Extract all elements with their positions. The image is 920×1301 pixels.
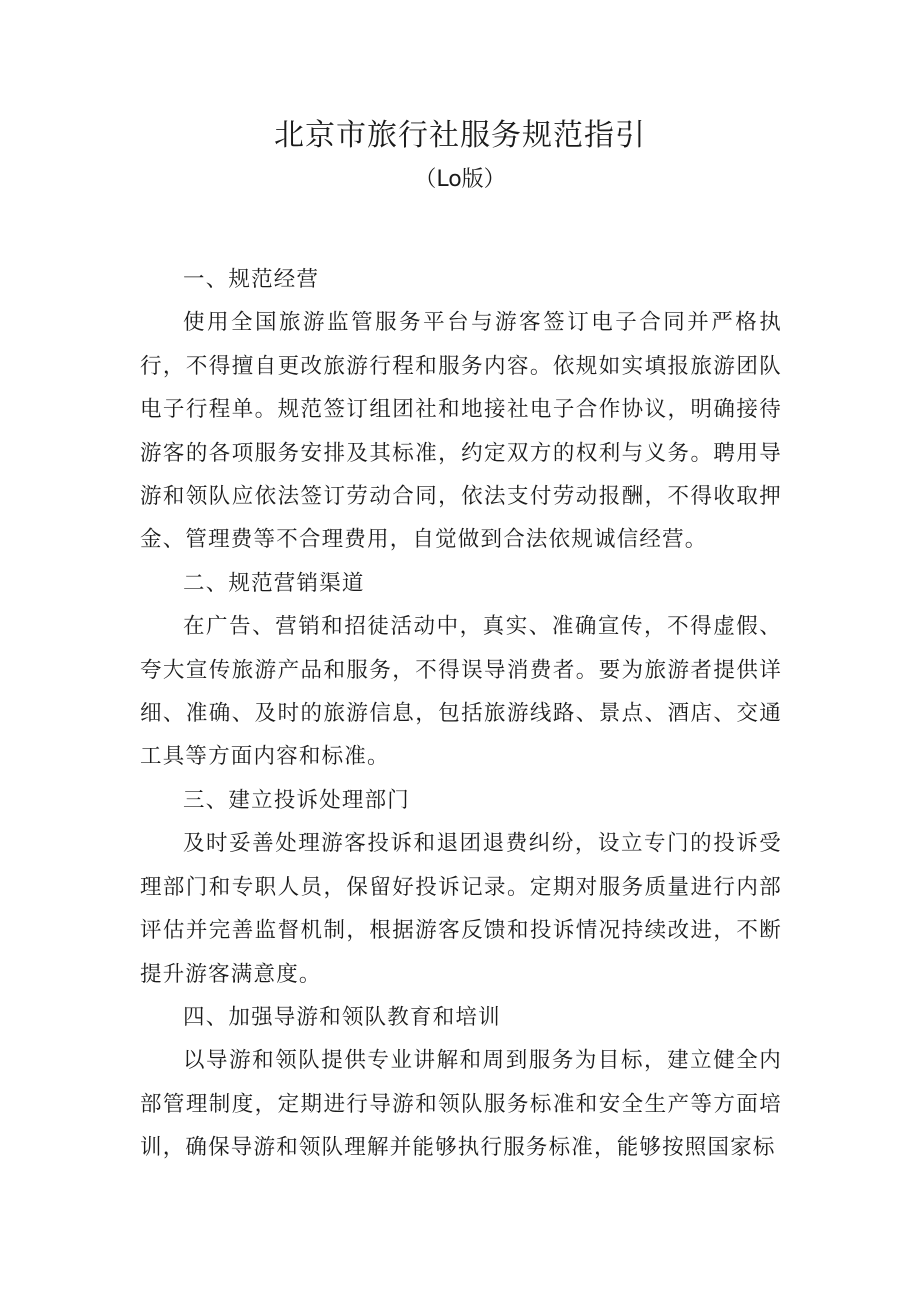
section-heading: 三、建立投诉处理部门 [183, 787, 411, 813]
section-paragraph: 在广告、营销和招徒活动中，真实、准确宣传，不得虚假、夸大宣传旅游产品和服务，不得误导消费者。要为旅游者提供详细、准确、及时的旅游信息，包括旅游线路、景点、酒店、交通工具等方面内容和标准。 [140, 614, 782, 770]
section-heading: 四、加强导游和领队教育和培训 [183, 1004, 501, 1030]
document-subtitle: （Lo版） [414, 167, 506, 192]
section-paragraph: 及时妥善处理游客投诉和退团退费纠纷，设立专门的投诉受理部门和专职人员，保留好投诉记录。定期对服务质量进行内部评估并完善监督机制，根据游客反馈和投诉情况持续改进，不断提升游客满意度。 [140, 831, 782, 987]
section-heading: 一、规范经营 [183, 267, 320, 292]
document-title: 北京市旅行社服务规范指引 [274, 118, 646, 153]
document-body [140, 258, 782, 1170]
section-heading: 二、规范营销渠道 [183, 570, 365, 596]
section-paragraph: 以导游和领队提供专业讲解和周到服务为目标，建立健全内部管理制度，定期进行导游和领队服务标准和安全生产等方面培训，确保导游和领队理解并能够执行服务标准，能够按照国家标 [140, 1048, 782, 1161]
section-paragraph: 使用全国旅游监管服务平台与游客签订电子合同并严格执行，不得擅自更改旅游行程和服务内容。依规如实填报旅游团队电子行程单。规范签订组团社和地接社电子合作协议，明确接待游客的各项服务安排及其标准，约定双方的权利与义务。聘用导游和领队应依法签订劳动合同，依法支付劳动报酬，不得收取押金、管理费等不合理费用，自觉做到合法依规诚信经营。 [140, 310, 782, 553]
